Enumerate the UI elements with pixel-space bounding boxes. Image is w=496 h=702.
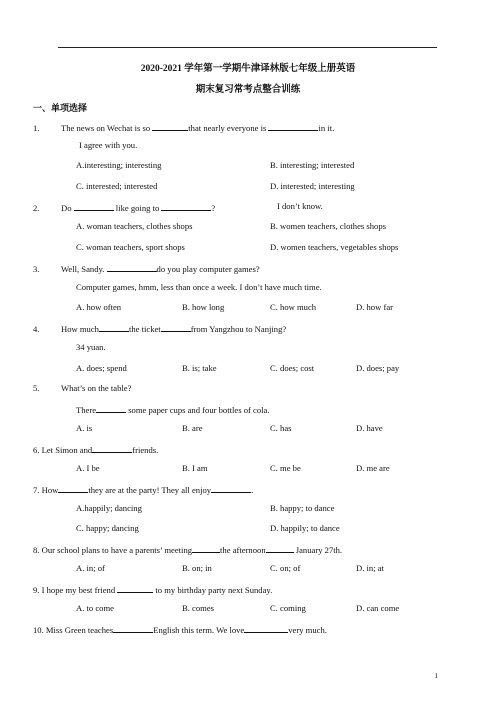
question-1: 1. The news on Wechat is so that nearly everyone is in it. bbox=[33, 123, 335, 133]
option-b: B. how long bbox=[182, 302, 225, 312]
option-c: C. woman teachers, sport shops bbox=[76, 242, 185, 252]
option-b: B. I am bbox=[182, 463, 208, 473]
answer-blank bbox=[211, 483, 251, 493]
answer-blank bbox=[107, 262, 157, 272]
option-c: C. on; of bbox=[270, 563, 301, 573]
option-b: B. happy; to dance bbox=[270, 503, 335, 513]
answer-blank bbox=[244, 623, 288, 633]
option-a: A. woman teachers, clothes shops bbox=[76, 221, 193, 231]
answer-blank bbox=[161, 201, 211, 211]
option-c: C. how much bbox=[270, 302, 317, 312]
answer-blank bbox=[268, 121, 318, 131]
option-d: D. how far bbox=[356, 302, 393, 312]
option-b: B. interesting; interested bbox=[270, 160, 355, 170]
option-a: A. I be bbox=[76, 463, 100, 473]
option-a: A. does; spend bbox=[76, 363, 127, 373]
question-10: 10. Miss Green teaches English this term. We love very much. bbox=[33, 625, 327, 635]
header-rule bbox=[58, 47, 437, 48]
answer-blank bbox=[266, 543, 294, 553]
document-subtitle: 期末复习常考点整合训练 bbox=[195, 85, 301, 95]
option-d: D. can come bbox=[356, 603, 400, 613]
option-d: D. me are bbox=[356, 463, 390, 473]
section-heading: 一、单项选择 bbox=[33, 103, 88, 113]
question-8: 8. Our school plans to have a parents’ meeting the afternoon January 27th. bbox=[33, 545, 343, 555]
option-c: C. has bbox=[270, 423, 292, 433]
question-5: 5. What’s on the table? bbox=[33, 383, 132, 393]
question-3: 3. Well, Sandy. do you play computer games? bbox=[33, 264, 260, 274]
answer-blank bbox=[192, 543, 220, 553]
option-c: C. me be bbox=[270, 463, 301, 473]
option-d: D. happily; to dance bbox=[270, 523, 340, 533]
question-2-reply: I don’t know. bbox=[277, 201, 323, 211]
question-7: 7. How they are at the party! They all enjoy . bbox=[33, 485, 254, 495]
page-number: 1 bbox=[434, 672, 438, 680]
option-d: D. in; at bbox=[356, 563, 384, 573]
question-5-reply: There some paper cups and four bottles of cola. bbox=[76, 405, 270, 415]
answer-blank bbox=[74, 201, 114, 211]
answer-blank bbox=[58, 483, 88, 493]
option-a: A. to come bbox=[76, 603, 114, 613]
answer-blank bbox=[117, 583, 153, 593]
option-b: B. on; in bbox=[182, 563, 212, 573]
option-d: D. women teachers, vegetables shops bbox=[270, 242, 399, 252]
answer-blank bbox=[92, 443, 132, 453]
option-c: C. coming bbox=[270, 603, 306, 613]
question-4-reply: 34 yuan. bbox=[76, 342, 106, 352]
answer-blank bbox=[152, 121, 188, 131]
option-d: D. have bbox=[356, 423, 383, 433]
option-a: A. how often bbox=[76, 302, 122, 312]
question-6: 6. Let Simon and friends. bbox=[33, 445, 159, 455]
answer-blank bbox=[161, 322, 191, 332]
option-b: B. comes bbox=[182, 603, 214, 613]
document-title: 2020-2021 学年第一学期牛津译林版七年级上册英语 bbox=[140, 64, 356, 74]
question-3-reply: Computer games, hmm, less than once a week. I don’t have much time. bbox=[76, 282, 322, 292]
question-4: 4. How much the ticket from Yangzhou to Nanjing? bbox=[33, 324, 287, 334]
option-a: A. is bbox=[76, 423, 93, 433]
answer-blank bbox=[113, 623, 153, 633]
answer-blank bbox=[96, 403, 126, 413]
question-2: 2. Do like going to ? bbox=[33, 203, 216, 213]
option-c: C. interested; interested bbox=[76, 181, 158, 191]
option-d: D. interested; interesting bbox=[270, 181, 355, 191]
question-9: 9. I hope my best friend to my birthday party next Sunday. bbox=[33, 585, 273, 595]
option-c: C. does; cost bbox=[270, 363, 315, 373]
option-a: A.happily; dancing bbox=[76, 503, 142, 513]
question-1-reply: I agree with you. bbox=[79, 140, 138, 150]
option-b: B. are bbox=[182, 423, 203, 433]
option-a: A.interesting; interesting bbox=[76, 160, 162, 170]
option-b: B. women teachers, clothes shops bbox=[270, 221, 386, 231]
answer-blank bbox=[99, 322, 129, 332]
option-a: A. in; of bbox=[76, 563, 105, 573]
option-d: D. does; pay bbox=[356, 363, 400, 373]
option-b: B. is; take bbox=[182, 363, 217, 373]
option-c: C. happy; dancing bbox=[76, 523, 139, 533]
